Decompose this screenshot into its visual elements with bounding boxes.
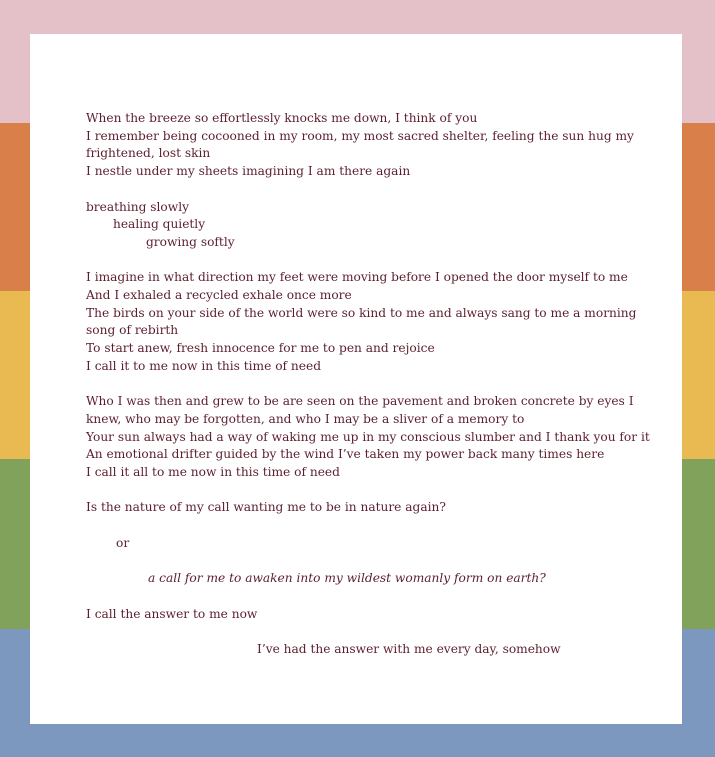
poem-line: I’ve had the answer with me every day, somehow xyxy=(257,641,561,656)
poem-line: I imagine in what direction my feet were moving before I opened the door myself to me xyxy=(86,270,628,285)
stanza-break xyxy=(86,482,666,500)
poem-line: I call it all to me now in this time of need xyxy=(86,465,340,480)
stanza-break xyxy=(86,376,666,394)
poem-line: Who I was then and grew to be are seen on the pavement and broken concrete by eyes I knew, who may be forgotten, and who I may be a sliver of a memory to xyxy=(86,394,634,426)
poem-line: or xyxy=(116,535,130,550)
poem-line: I call the answer to me now xyxy=(86,606,258,621)
poem-line: Your sun always had a way of waking me up in my conscious slumber and I thank you for it xyxy=(86,429,650,444)
poem-line: To start anew, fresh innocence for me to pen and rejoice xyxy=(86,341,435,356)
poem-line: growing softly xyxy=(146,234,235,249)
poem-text xyxy=(86,110,666,659)
poem-line: And I exhaled a recycled exhale once more xyxy=(86,288,352,302)
stanza-break xyxy=(86,517,666,535)
stanza-break xyxy=(86,588,666,606)
poem-line: I remember being cocooned in my room, my most sacred shelter, feeling the sun hug my frightened, lost skin xyxy=(86,128,634,161)
poem-line: When the breeze so effortlessly knocks me down, I think of you xyxy=(86,111,478,125)
poem-line: Is the nature of my call wanting me to be in nature again? xyxy=(86,500,446,515)
poem-line-italic: a call for me to awaken into my wildest womanly form on earth? xyxy=(148,571,546,586)
poem-line: I call it to me now in this time of need xyxy=(86,358,321,373)
poem-line: healing quietly xyxy=(113,217,206,232)
poem-card xyxy=(30,34,682,724)
poem-line: breathing slowly xyxy=(86,199,189,214)
stanza-break xyxy=(86,252,666,270)
poem-line: The birds on your side of the world were so kind to me and always sang to me a morning song of rebirth xyxy=(86,305,637,338)
stanza-break xyxy=(86,623,666,641)
stanza-break xyxy=(86,181,666,199)
poem-line: I nestle under my sheets imagining I am there again xyxy=(86,164,411,179)
poem-line: An emotional drifter guided by the wind I’ve taken my power back many times here xyxy=(86,447,605,462)
stanza-break xyxy=(86,553,666,571)
